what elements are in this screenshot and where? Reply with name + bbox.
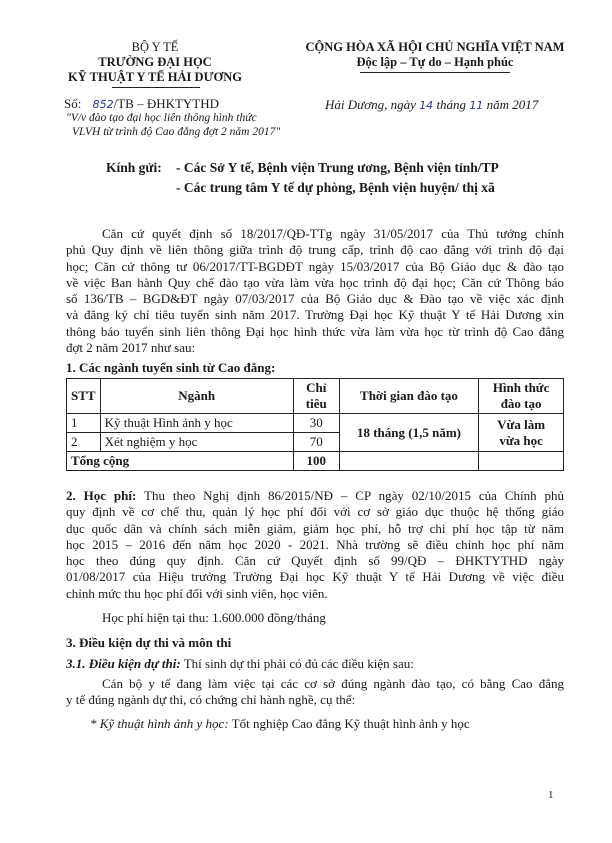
header-form: Hình thức đào tạo: [479, 379, 564, 414]
table-row: [67, 414, 564, 433]
document-date: Hải Dương, ngày 14 tháng 11 năm 2017: [325, 97, 539, 112]
tuition-line: 01/08/2017 của Hiệu trưởng Trường Đại học Kỹ thuật Y tế Hải Dương về việc điều: [66, 569, 564, 585]
header-right-underline: [360, 72, 510, 73]
intro-line: phủ Quy định về liên thông giữa trình độ trung cấp, trình độ cao đẳng với trình độ đại: [66, 242, 564, 258]
page-number: 1: [548, 789, 554, 801]
table-header-row: [67, 379, 564, 414]
row-major: Xét nghiệm y học: [100, 433, 293, 452]
total-empty-cell: [339, 452, 478, 471]
tuition-line: học 2015 – 2016 đến năm học 2020 - 2021. Nhà trường sẽ điều chỉnh học phí năm: [66, 536, 564, 552]
intro-line: học; Căn cứ thông tư 06/2017/TT-BGDĐT ngày 15/03/2017 của Bộ Giáo dục & đào tạo: [66, 258, 564, 274]
ministry-name: BỘ Y TẾ: [131, 40, 179, 54]
intro-paragraph: [66, 226, 564, 356]
school-name-line1: TRƯỜNG ĐẠI HỌC: [98, 55, 212, 69]
section-3-title: 3. Điều kiện dự thi và môn thi: [66, 635, 232, 650]
row-quota: 70: [293, 433, 339, 452]
row-major: Kỹ thuật Hình ảnh y học: [100, 414, 293, 433]
total-label: Tổng cộng: [67, 452, 294, 471]
conditions-paragraph: [66, 676, 564, 709]
recipient-line-1: - Các Sở Y tế, Bệnh viện Trung ương, Bệnh viện tỉnh/TP: [176, 160, 499, 175]
section-1-title: 1. Các ngành tuyển sinh từ Cao đẳng:: [66, 360, 276, 375]
country-name: CỘNG HÒA XÃ HỘI CHỦ NGHĨA VIỆT NAM: [305, 40, 565, 54]
tuition-line: dục quốc dân và chính sách miễn giảm, giảm học phí, hỗ trợ chi phí học tập từ năm: [66, 520, 564, 536]
section-3-1-title: 3.1. Điều kiện dự thi:: [66, 656, 181, 671]
intro-line: đợt 2 năm 2017 như sau:: [66, 340, 196, 356]
row-quota: 30: [293, 414, 339, 433]
date-month-handwritten: 11: [469, 99, 484, 112]
document-number: Số: 852/TB – ĐHKTYTHD: [64, 96, 220, 111]
recipient-label: Kính gửi:: [106, 160, 162, 175]
row-stt: 1: [67, 414, 101, 433]
majors-table: [66, 378, 564, 471]
row-stt: 2: [67, 433, 101, 452]
subject-line-2: VLVH từ trình độ Cao đẳng đợt 2 năm 2017": [72, 126, 281, 138]
intro-line: về việc Ban hành Quy chế đào tạo vừa làm vừa học trình độ đại học; Căn cứ Thông báo: [66, 274, 564, 290]
header-duration: Thời gian đào tạo: [339, 379, 478, 414]
school-name-line2: KỸ THUẬT Y TẾ HẢI DƯƠNG: [68, 70, 242, 84]
intro-line: số 136/TB – BGD&ĐT ngày 07/03/2017 của Bộ Giáo dục & Đào tạo về việc xác định: [66, 291, 564, 307]
national-motto: Độc lập – Tự do – Hạnh phúc: [356, 55, 514, 69]
duration-cell: 18 tháng (1,5 năm): [339, 414, 478, 452]
intro-line: Căn cứ quyết định số 18/2017/QĐ-TTg ngày 31/05/2017 của Thủ tướng chính: [102, 226, 564, 241]
bullet-imaging: * Kỹ thuật hình ảnh y học: Tốt nghiệp Cao đẳng Kỹ thuật hình ảnh y học: [90, 716, 470, 731]
section-2-title: 2. Học phí:: [66, 488, 137, 503]
condition-line: y tế đúng ngành dự thi, có chứng chỉ hành nghề, cụ thể:: [66, 692, 356, 708]
intro-line: và đăng ký chỉ tiêu tuyển sinh năm 2017. Trường Đại học Kỹ thuật Y tế Hải Dương xin: [66, 307, 564, 323]
section-3-1: 3.1. Điều kiện dự thi: Thí sinh dự thi phải có đủ các điều kiện sau:: [66, 656, 414, 671]
header-quota: Chỉ tiêu: [293, 379, 339, 414]
total-value: 100: [293, 452, 339, 471]
tuition-line: chỉnh mức thu học phí đối với sinh viên, học viên.: [66, 585, 328, 601]
tuition-line: học theo đúng quy định. Căn cứ Quyết định số 99/QĐ – ĐHKTYTHD ngày: [66, 553, 564, 569]
date-day-handwritten: 14: [419, 99, 434, 112]
document-number-handwritten: 852: [92, 98, 114, 111]
section-2-paragraph: 2. Học phí: Thu theo Nghị định 86/2015/NĐ – CP ngày 02/10/2015 của Chính phủ quy định về cơ chế thu, quản lý học phí đối với cơ sở giáo dục thuộc hệ thống giáo dục quốc dân và chính sách miễn giảm, giảm học phí, hỗ trợ chi phí học tập từ năm học 2015 – 2016 đến năm học 2020 - 2021. Nhà trường sẽ điều chỉnh học phí năm học theo đúng quy định. Căn cứ Quyết định số 99/QĐ – ĐHKTYTHD ngày 01/08/2017 của Hiệu trưởng Trường Đại học Kỹ thuật Y tế Hải Dương về việc điều chỉnh mức thu học phí đối với sinh viên, học viên.: [66, 488, 565, 601]
form-cell: Vừa làm vừa học: [479, 414, 564, 452]
header-left-underline: [112, 87, 200, 88]
intro-line: thông báo tuyển sinh liên thông Đại học hình thức vừa làm vừa học từ trình độ Cao đẳng: [66, 323, 564, 339]
condition-line: Cán bộ y tế đang làm việc tại các cơ sở đúng ngành đào tạo, có bằng Cao đẳng: [102, 676, 564, 691]
bullet-label: * Kỹ thuật hình ảnh y học:: [90, 716, 229, 731]
subject-line-1: "V/v đào tạo đại học liên thông hình thức: [66, 112, 257, 124]
tuition-line: quy định về cơ chế thu, quản lý học phí đối với cơ sở giáo dục thuộc hệ thống giáo: [66, 504, 564, 520]
total-empty-cell: [479, 452, 564, 471]
header-major: Ngành: [100, 379, 293, 414]
table-total-row: [67, 452, 564, 471]
header-stt: STT: [67, 379, 101, 414]
current-fee: Học phí hiện tại thu: 1.600.000 đồng/tháng: [102, 610, 326, 625]
recipient-line-2: - Các trung tâm Y tế dự phòng, Bệnh viện huyện/ thị xã: [176, 180, 495, 195]
